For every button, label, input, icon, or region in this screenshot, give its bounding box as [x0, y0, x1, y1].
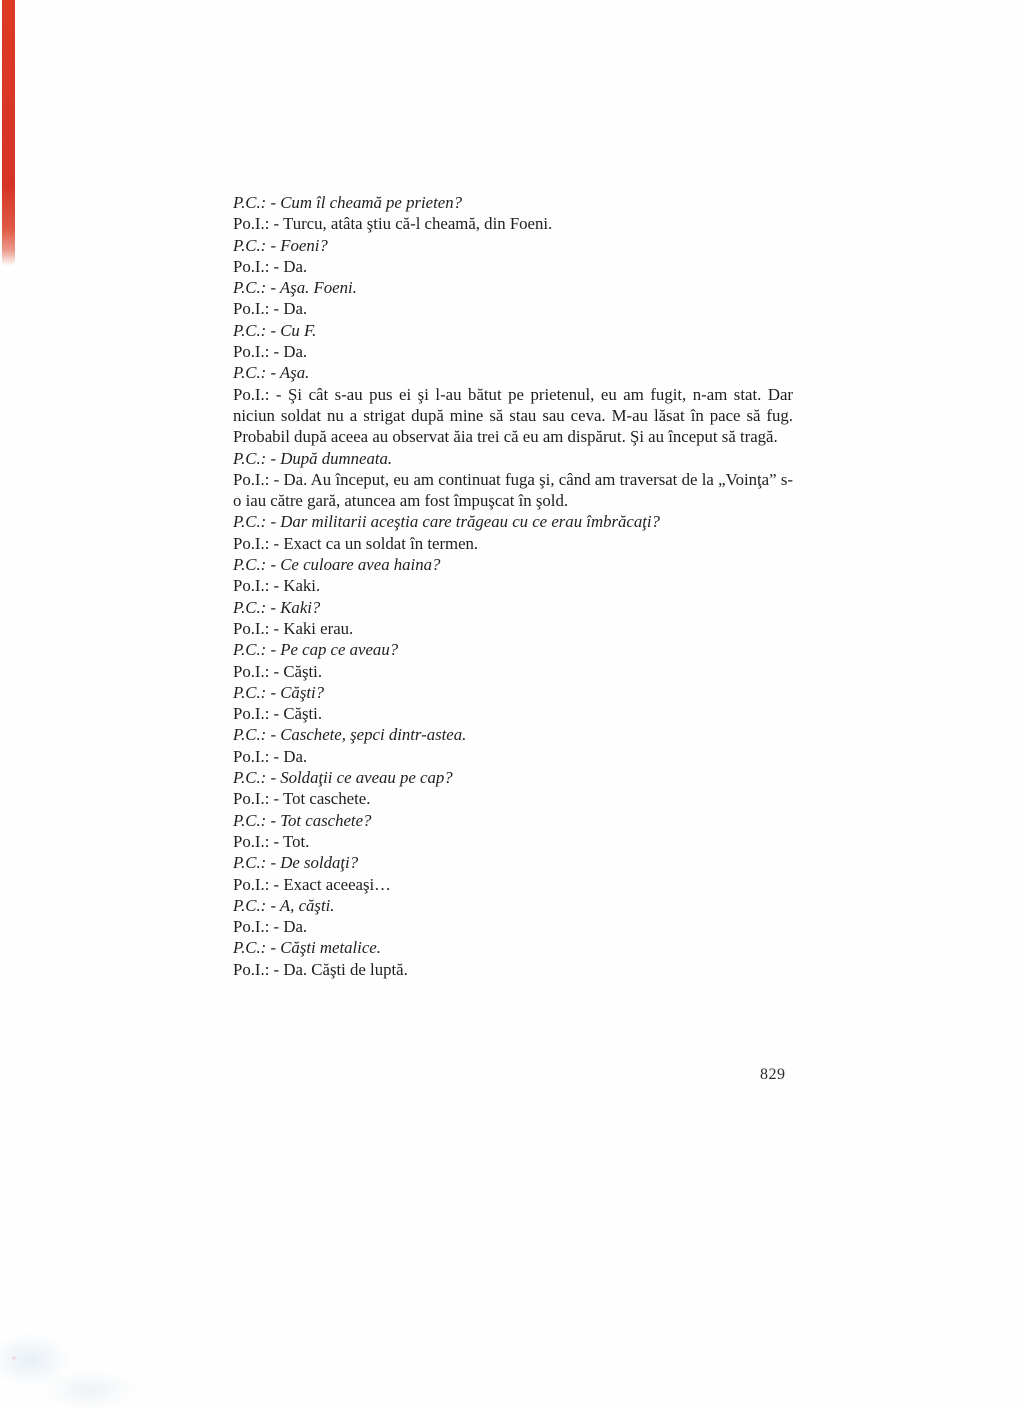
dialogue-line: P.C.: - Caschete, şepci dintr-astea.: [233, 725, 467, 745]
dialogue-line: Po.I.: - Da.: [233, 342, 308, 362]
dialogue-line: P.C.: - Aşa. Foeni.: [233, 278, 357, 298]
page-number: 829: [760, 1066, 786, 1083]
dialogue-line: P.C.: - Tot caschete?: [233, 810, 372, 830]
dialogue-line: P.C.: - Căşti?: [233, 682, 325, 702]
dialogue-line: Po.I.: - Şi cât s-au pus ei şi l-au bătut pe prietenul, eu am fugit, n-am stat. Dar niciun soldat nu a strigat după mine să stau sau ceva. M-au lăsat în pace să fug. Probabil după aceea au observat ăia trei că eu am dispărut. Şi au început să tragă.: [233, 384, 793, 447]
dialogue-line: P.C.: - A, căşti.: [233, 895, 335, 915]
dialogue-line: Po.I.: - Kaki erau.: [233, 618, 354, 638]
dialogue-line: Po.I.: - Exact ca un soldat în termen.: [233, 533, 479, 553]
dialogue-line: P.C.: - Cu F.: [233, 320, 317, 340]
dialogue-line: Po.I.: - Tot caschete.: [233, 789, 371, 809]
dialogue-line: P.C.: - Dar militarii aceştia care trăgeau cu ce erau îmbrăcaţi?: [233, 512, 660, 532]
dialogue-line: Po.I.: - Da. Au început, eu am continuat fuga şi, când am traversat de la „Voinţa” s-o iau către gară, atuncea am fost împuşcat în şold.: [233, 469, 793, 511]
scan-smudge-artifact: [0, 1320, 160, 1408]
dialogue-line: Po.I.: - Exact aceeaşi…: [233, 874, 391, 894]
dialogue-line: P.C.: - Căşti metalice.: [233, 938, 381, 958]
red-scan-artifact-stripe: [2, 0, 15, 266]
dialogue-line: P.C.: - Soldaţii ce aveau pe cap?: [233, 768, 453, 788]
interview-transcript: [233, 192, 793, 980]
dialogue-line: Po.I.: - Da. Căşti de luptă.: [233, 959, 408, 979]
dialogue-line: Po.I.: - Căşti.: [233, 704, 323, 724]
dialogue-line: P.C.: - După dumneata.: [233, 448, 393, 468]
dialogue-line: P.C.: - Kaki?: [233, 597, 321, 617]
dialogue-line: Po.I.: - Tot.: [233, 831, 310, 851]
dialogue-line: Po.I.: - Da.: [233, 746, 308, 766]
dialogue-line: P.C.: - Aşa.: [233, 363, 310, 383]
dialogue-line: Po.I.: - Da.: [233, 299, 308, 319]
dialogue-line: P.C.: - Pe cap ce aveau?: [233, 640, 399, 660]
dialogue-line: Po.I.: - Da.: [233, 256, 308, 276]
dialogue-line: P.C.: - Foeni?: [233, 235, 328, 255]
dialogue-line: P.C.: - De soldaţi?: [233, 853, 359, 873]
dialogue-line: Po.I.: - Da.: [233, 917, 308, 937]
dialogue-line: Po.I.: - Turcu, atâta ştiu că-l cheamă, din Foeni.: [233, 214, 553, 234]
dialogue-line: P.C.: - Ce culoare avea haina?: [233, 555, 441, 575]
dialogue-line: Po.I.: - Căşti.: [233, 661, 323, 681]
dialogue-line: Po.I.: - Kaki.: [233, 576, 321, 596]
dialogue-line: P.C.: - Cum îl cheamă pe prieten?: [233, 193, 462, 212]
